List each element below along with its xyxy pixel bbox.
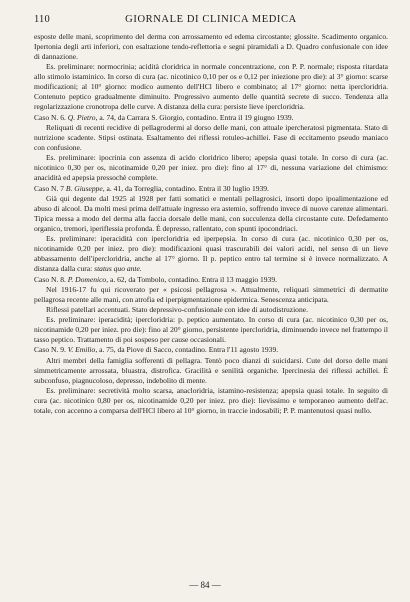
paragraph-text: Già qui degente dal 1925 al 1928 per fatti somatici e mentali pellagrosici, insorti dopo ipoalimentazione ed abuso di alcool. Da molti mesi prima dell'attuale ingresso era astemio, soffrendo invece di nuove carenze alimentari. Tipica messa a modo del derma alla faccia dorsale delle mani, con succulenza della circostante cute. Defedamento organico, tremori, iperiflessia profonda. È depresso, rallentato, con spunti ipocondriaci. xyxy=(34,193,388,233)
patient-name: V. Emilio xyxy=(67,345,96,355)
case-details: , a. 74, da Carrara S. Giorgio, contadino. Entra il 19 giugno 1939. xyxy=(95,112,294,122)
paragraph xyxy=(34,356,388,386)
paragraph-text: Riflessi patellari accentuati. Stato depressivo-confusionale con idee di autodistruzione. xyxy=(46,304,308,314)
paragraph-text: Es. preliminare: ipocrinia con assenza di acido cloridrico libero; apepsia quasi totale. In corso di cura (ac. nicotinico 0,30 per os, nicotinamide 0,20 per iniez. pro die): fino al 17° di, nessuna variazione del chimismo: anacidità ed apepsia pressochè complete. xyxy=(34,153,388,183)
case-number: Caso N. 9. xyxy=(34,345,68,355)
paragraph-text: Es. preliminare: normocrinia; acidità cloridrica in normale concentrazione, con P. P. normale; risposta ritardata allo stimolo istaminico. In corso di cura (ac. nicotinico 0,10 per os e 0,12 per iniezione pro die): al 3° giorno: scarse modificazioni; al 10° giorno: modico aumento dell'HCl libero e combinato; al 17° giorno: netta ipercloridria. Contenuto peptico gradualmente diminuito. Progressivo aumento delle quantità secrete di succo. Tendenza alla regolarizzazione cronotropa delle curve. A distanza della cura: persiste lieve ipercloridria. xyxy=(34,62,388,112)
page-footer: — 84 — xyxy=(189,580,221,590)
paragraph xyxy=(34,32,388,62)
case-heading xyxy=(34,275,388,285)
paragraph xyxy=(34,285,388,305)
italic-phrase: status quo ante. xyxy=(94,264,142,274)
body-text xyxy=(34,32,388,416)
paragraph-text: Es. preliminare: iperacidità; ipercloridria: p. peptico aumentato. In corso di cura (ac. nicotinico 0,30 per os, nicotinamide 0,20 per iniez. pro die): fino al 20° giorno, persistente ipercloridria, diminuendo invece nel frattempo il tasso peptico. Trattamento di poi sospeso per cause occasionali. xyxy=(34,314,388,344)
running-header xyxy=(34,14,388,32)
case-number: Caso N. 8. xyxy=(34,274,68,284)
page-number: 110 xyxy=(34,14,50,25)
paragraph-text: Altri membri della famiglia sofferenti di pellagra. Tentò poco dianzi di suicidarsi. Cute del dorso delle mani simmetricamente arrossata, bluastra, distrofica. Gracilità e senilità organiche. Ipercinesia dei riflessi achillei. È subconfuso, piagnucoloso, depresso, indebolito di mente. xyxy=(34,355,388,385)
paragraph xyxy=(34,305,388,315)
case-heading xyxy=(34,184,388,194)
case-details: , a. 41, da Torreglia, contadino. Entra il 30 luglio 1939. xyxy=(102,183,269,193)
patient-name: B. Giuseppe xyxy=(65,183,103,193)
case-details: , a. 62, da Tombolo, contadino. Entra il 13 maggio 1939. xyxy=(106,274,277,284)
patient-name: P. Domenico xyxy=(67,274,107,284)
case-heading xyxy=(34,345,388,355)
paragraph xyxy=(34,234,388,274)
paragraph xyxy=(34,194,388,234)
paragraph xyxy=(34,386,388,416)
paragraph xyxy=(34,315,388,345)
case-details: , a. 75, da Piove di Sacco, contadino. Entra l'11 agosto 1939. xyxy=(95,345,279,355)
paragraph-text: Es. preliminare: iperacidità con ipercloridria ed iperpepsia. In corso di cura (ac. nicotinico 0,30 per os, nicotinamide 0,20 per iniez. pro die): modificazioni quasi trascurabili dei valori acidi, nel senso di un lieve abbassamento dell'ipercloridria, anche al 17° giorno. Il p. peptico entro tal termine si è invece normalizzato. A distanza dalla cura: xyxy=(34,233,388,274)
paragraph xyxy=(34,153,388,183)
case-heading xyxy=(34,113,388,123)
paragraph-text: Es. preliminare: secretività molto scarsa, anacloridria, istamino-resistenza; apepsia quasi totale. In seguito di cura (ac. nicotinico 0,80 per os, nicotinamide 0,20 per iniez. pro die): lievissimo e temporaneo aumento dell'ac. totale, con accenno a comparsa dell'HCl libero al 10° giorno, in traccie indosabili; P. P. mantenutosi quasi nullo. xyxy=(34,385,388,415)
paragraph-text: esposte delle mani, scoprimento del derma con arrossamento ed edema circostante; glossite. Scadimento organico. Ipertonia degli arti inferiori, con esaltazione tendo-reflettoria e segni piramidali a D. Quadro confusionale con idee di dannazione. xyxy=(34,32,388,62)
patient-name: Q. Pietro xyxy=(67,112,96,122)
paragraph xyxy=(34,123,388,153)
case-number: Caso N. 7 xyxy=(34,183,66,193)
paragraph xyxy=(34,62,388,112)
case-number: Caso N. 6. xyxy=(34,112,68,122)
paragraph-text: Nel 1916-17 fu qui ricoverato per « psicosi pellagrosa ». Attualmente, reliquati simmetrici di dermatite pellagrosa recente alle mani, con atrofia ed iperpigmentazione epidermica. Senescenza anticipata. xyxy=(34,284,388,304)
journal-title: GIORNALE DI CLINICA MEDICA xyxy=(125,14,297,25)
paragraph-text: Reliquati di recenti recidive di pellagrodermi al dorso delle mani, con attuale ipercheratosi pigmentata. Stato di nutrizione scadente. Stipsi ostinata. Esaltamento dei riflessi rotuleo-achillei. Fase di eccitamento pseudo maniaco con confusione. xyxy=(34,122,388,153)
